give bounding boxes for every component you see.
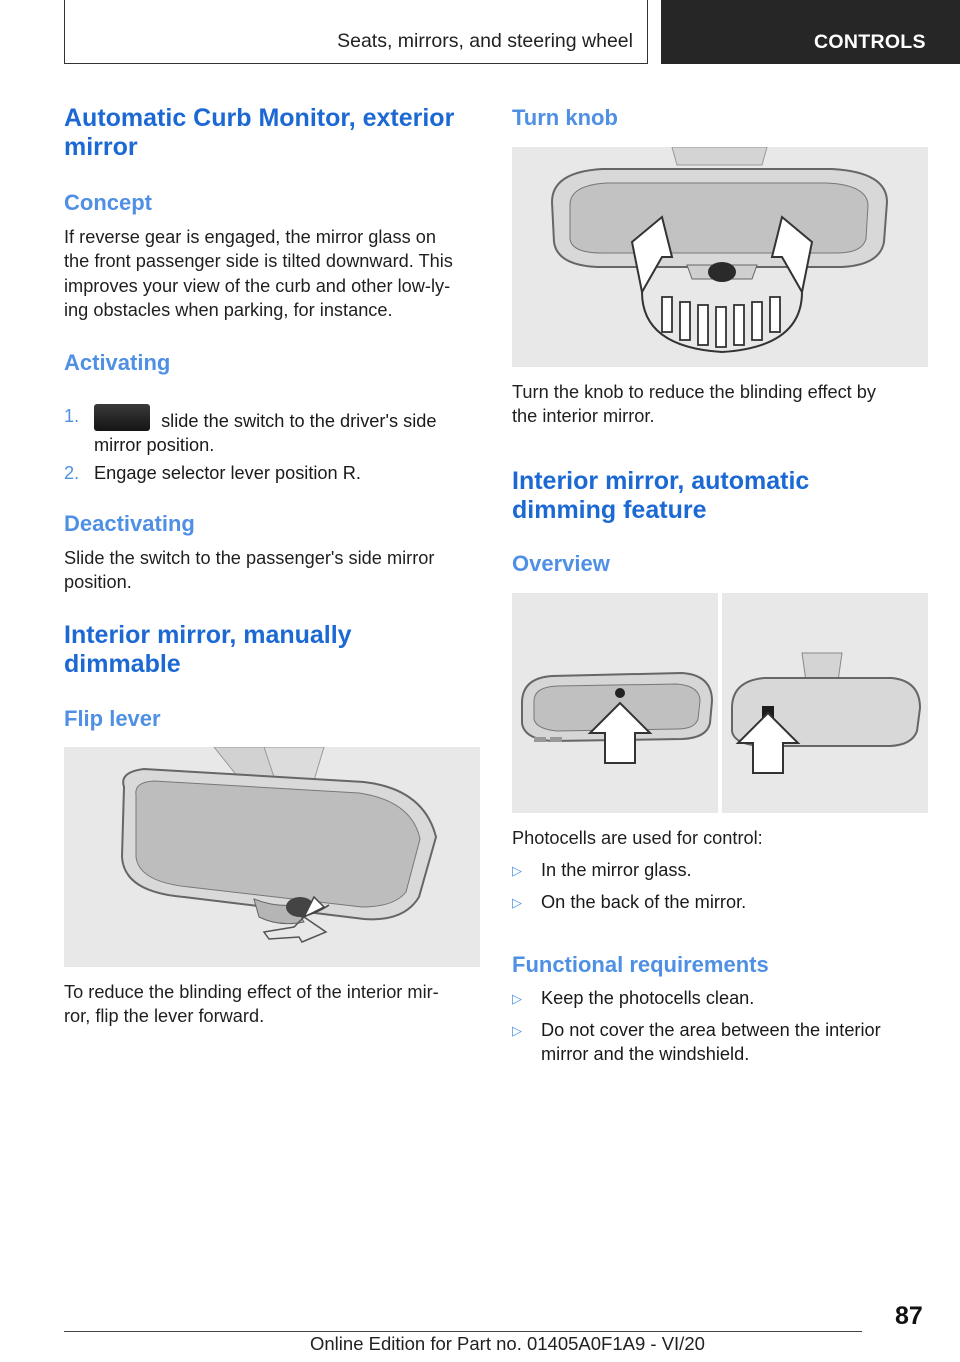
heading-overview: Overview: [512, 551, 610, 576]
list-item-text: In the mirror glass.: [541, 860, 692, 880]
heading-functional-requirements: Functional requirements: [512, 952, 769, 977]
bullet-triangle-icon: ▷: [512, 991, 522, 1006]
step-text: [94, 404, 436, 458]
bullet-triangle-icon: ▷: [512, 1023, 522, 1038]
text-line: slide the switch to the driver's side: [161, 411, 437, 431]
title-line: Automatic Curb Monitor, exterior: [64, 104, 455, 132]
turn-knob-illustration: [512, 147, 928, 367]
step-text: Engage selector lever position R.: [94, 463, 361, 483]
text-line: Turn the knob to reduce the blinding effect by: [512, 382, 876, 402]
footer-divider: [64, 1331, 862, 1332]
list-item-text: On the back of the mirror.: [541, 892, 747, 912]
photocells-illustration: [512, 593, 928, 813]
heading-deactivating: Deactivating: [64, 511, 195, 536]
section-title-curb-monitor: [64, 104, 454, 162]
section-title-auto-dimming: [512, 467, 809, 525]
header-section-box: [64, 0, 648, 64]
bullet-triangle-icon: ▷: [512, 895, 522, 910]
heading-flip-lever: Flip lever: [64, 706, 161, 731]
heading-turn-knob: Turn knob: [512, 105, 618, 130]
deactivating-paragraph: [64, 546, 434, 595]
heading-concept: Concept: [64, 190, 152, 215]
mirror-switch-icon: [94, 404, 150, 431]
title-line: Interior mirror, manually: [64, 621, 352, 649]
header-chapter-title: CONTROLS: [814, 31, 926, 53]
flip-lever-paragraph: [64, 980, 439, 1029]
title-line: mirror: [64, 133, 138, 161]
flip-lever-illustration: [64, 747, 480, 967]
heading-activating: Activating: [64, 350, 171, 375]
list-item-text: Keep the photocells clean.: [541, 988, 755, 1008]
text-line: ing obstacles when parking, for instance.: [64, 299, 393, 320]
text-line: Slide the switch to the passenger's side mirror: [64, 548, 435, 568]
text-line: position.: [64, 572, 132, 593]
turn-knob-paragraph: [512, 380, 876, 429]
text-line: ror, flip the lever forward.: [64, 1006, 265, 1027]
concept-paragraph: [64, 225, 453, 322]
footer-edition: Online Edition for Part no. 01405A0F1A9 - VI/20: [310, 1333, 705, 1354]
text-line: If reverse gear is engaged, the mirror glass on: [64, 227, 437, 247]
list-item-text: [541, 1018, 881, 1067]
text-line: Do not cover the area between the interior: [541, 1020, 881, 1040]
text-line: the interior mirror.: [512, 406, 655, 427]
page-number: 87: [895, 1302, 923, 1330]
step-number: 1.: [64, 406, 80, 426]
text-line: the front passenger side is tilted downward. This: [64, 251, 453, 272]
header-chapter-box: [661, 0, 960, 64]
step-number: 2.: [64, 463, 80, 483]
title-line: Interior mirror, automatic: [512, 467, 810, 495]
text-line: improves your view of the curb and other low-ly‐: [64, 275, 451, 296]
title-line: dimming feature: [512, 496, 707, 524]
text-line: mirror and the windshield.: [541, 1044, 750, 1065]
section-title-manual-mirror: [64, 621, 352, 679]
bullet-triangle-icon: ▷: [512, 863, 522, 878]
text-line: To reduce the blinding effect of the interior mir‐: [64, 982, 439, 1002]
title-line: dimmable: [64, 650, 181, 678]
text-line: mirror position.: [94, 435, 215, 456]
photocells-intro: Photocells are used for control:: [512, 828, 763, 848]
header-section-title: Seats, mirrors, and steering wheel: [337, 30, 633, 52]
